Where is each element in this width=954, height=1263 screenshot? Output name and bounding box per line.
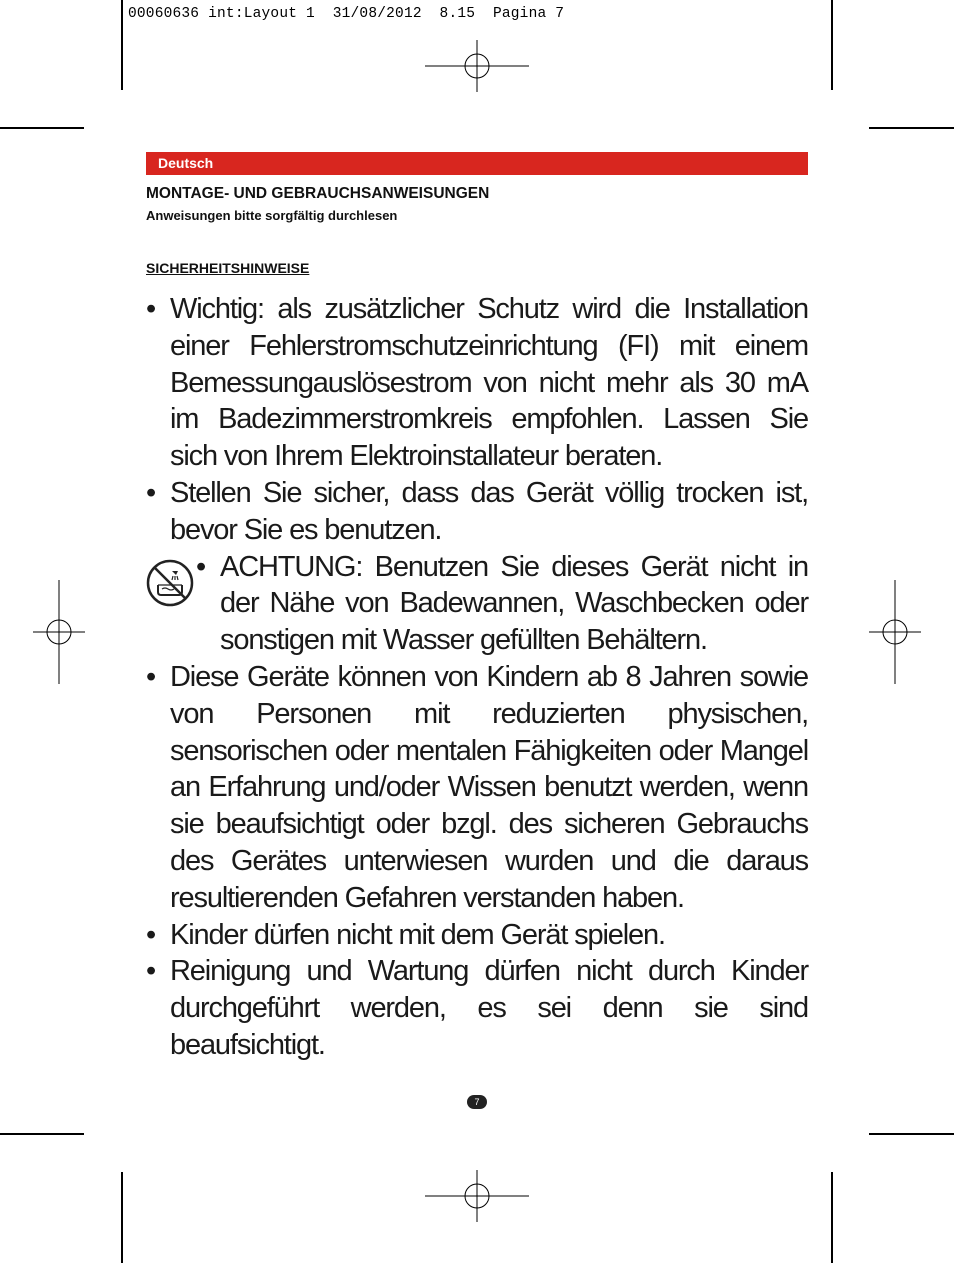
crop-mark-top-right-h — [869, 127, 954, 129]
registration-mark-left — [33, 580, 85, 684]
registration-mark-right — [869, 580, 921, 684]
bullet: • — [146, 476, 156, 509]
bullet: • — [146, 293, 156, 325]
list-item-warning — [146, 549, 808, 659]
crop-mark-top-left-v — [121, 0, 123, 90]
bullet: • — [146, 660, 156, 693]
list-item-text: ACHTUNG: Benutzen Sie dieses Gerät nicht in der Nähe von Badewannen, Waschbecken oder sonstigen mit Wasser gefüllten Behältern. — [220, 550, 808, 657]
crop-mark-bottom-right-h — [869, 1133, 954, 1135]
crop-mark-bottom-left-v — [121, 1172, 123, 1263]
list-item-text: Reinigung und Wartung dürfen nicht durch Kinder durchgeführt werden, es sei denn sie sind beaufsichtigt. — [170, 955, 808, 1061]
section-heading: SICHERHEITSHINWEISE — [146, 260, 310, 276]
document-subtitle: Anweisungen bitte sorgfältig durchlesen — [146, 208, 398, 223]
bullet: • — [146, 955, 156, 988]
crop-mark-top-left-h — [0, 127, 84, 129]
list-item — [146, 475, 808, 549]
list-item-text: Wichtig: als zusätzlicher Schutz wird die Installation einer Fehlerstromschutzeinrichtung (FI) mit einem Bemessungauslösestrom von nicht mehr als 30 mA im Badezimmerstromkreis empfohlen. Lassen Sie sich von Ihrem Elektroinstallateur beraten. — [170, 293, 808, 473]
page-number: 7 — [467, 1095, 487, 1109]
registration-mark-bottom — [425, 1170, 529, 1222]
list-item — [146, 917, 808, 954]
safety-instructions-list — [146, 291, 808, 1064]
list-item — [146, 659, 808, 917]
bullet: • — [196, 550, 206, 583]
registration-mark-top — [425, 40, 529, 92]
language-bar: Deutsch — [146, 152, 808, 175]
crop-mark-top-right-v — [831, 0, 833, 90]
list-item-text: Kinder dürfen nicht mit dem Gerät spielen. — [170, 918, 665, 951]
document-title: MONTAGE- UND GEBRAUCHSANWEISUNGEN — [146, 185, 490, 202]
bullet: • — [146, 918, 156, 951]
no-water-bath-icon — [146, 559, 194, 607]
list-item-text: Diese Geräte können von Kindern ab 8 Jahren sowie von Personen mit reduzierten physischen, sensorischen oder mentalen Fähigkeiten oder Mangel an Erfahrung und/oder Wissen benutzt werden, wenn sie beaufsichtigt oder bzgl. des sicheren Gebrauchs des Gerätes unterwiesen wurden und die daraus resultierenden Gefahren verstanden haben. — [170, 660, 808, 914]
crop-mark-bottom-left-h — [0, 1133, 84, 1135]
printer-slug: 00060636 int:Layout 1 31/08/2012 8.15 Pagina 7 — [128, 6, 565, 22]
list-item — [146, 953, 808, 1063]
crop-mark-bottom-right-v — [831, 1172, 833, 1263]
list-item-text: Stellen Sie sicher, dass das Gerät völlig trocken ist, bevor Sie es benutzen. — [170, 476, 808, 546]
list-item — [146, 291, 808, 475]
